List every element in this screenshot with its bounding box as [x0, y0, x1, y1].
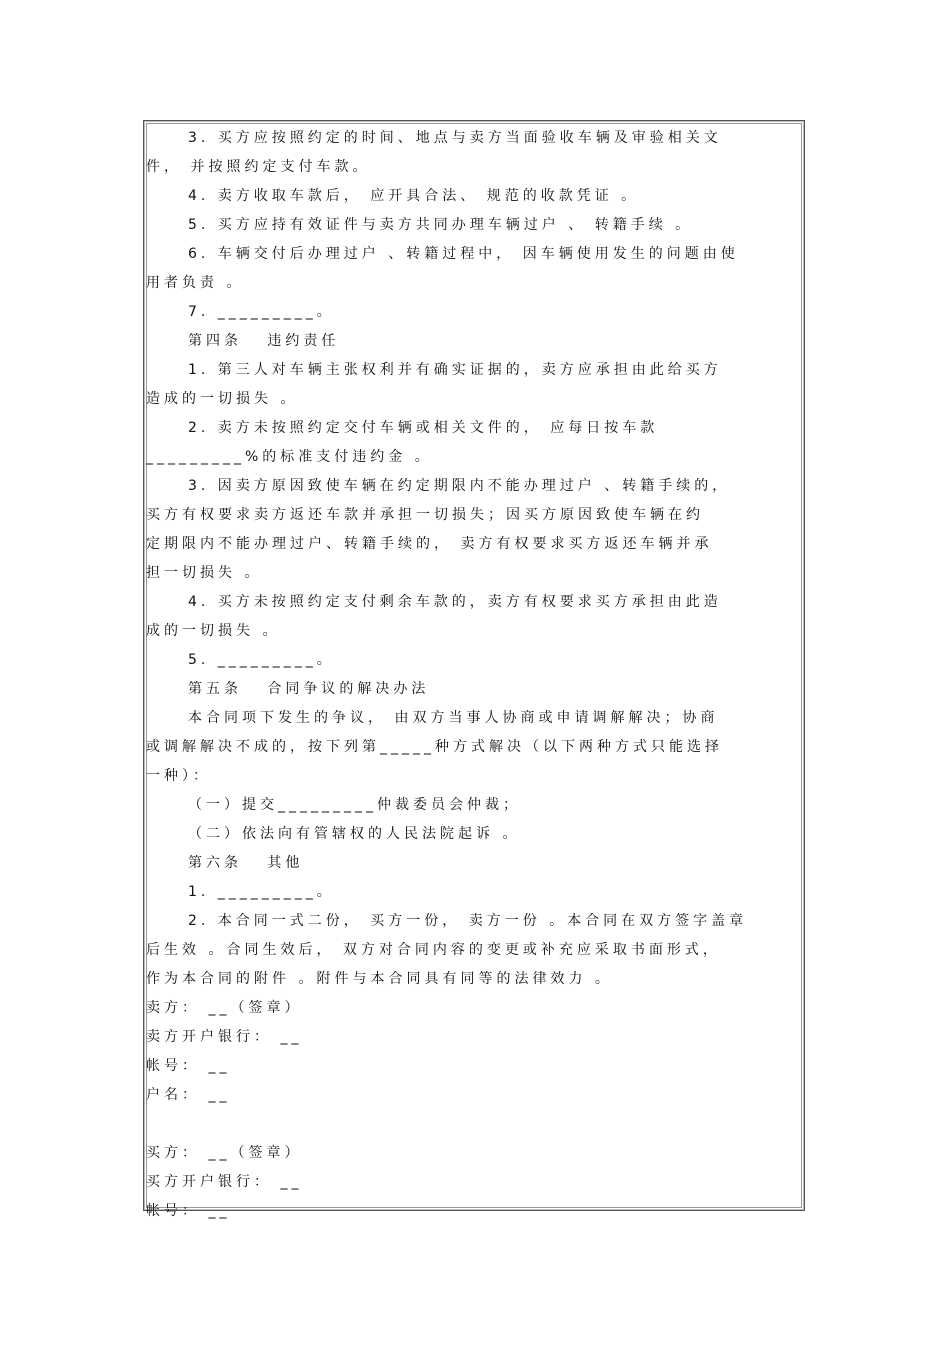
text-line: 用者负责 。 — [146, 275, 245, 291]
blank-line — [146, 1110, 802, 1139]
text-line: 帐号： __ — [146, 1203, 231, 1219]
text-line: 买方： __（签章） — [146, 1145, 303, 1161]
text-line: 成的一切损失 。 — [146, 623, 281, 639]
text-line: 2. 本合同一式二份， 买方一份， 卖方一份 。本合同在双方签字盖章 — [188, 913, 748, 929]
text-line: 本合同项下发生的争议， 由双方当事人协商或申请调解解决；协商 — [188, 710, 719, 726]
text-line: 担一切损失 。 — [146, 565, 263, 581]
text-line: 1. _________。 — [188, 884, 335, 900]
text-line: 3. 买方应按照约定的时间、地点与卖方当面验收车辆及审验相关文 — [188, 130, 722, 146]
contract-text — [146, 124, 802, 1226]
text-line: 帐号： __ — [146, 1058, 231, 1074]
text-line: 造成的一切损失 。 — [146, 391, 299, 407]
text-line: 2. 卖方未按照约定交付车辆或相关文件的， 应每日按车款 — [188, 420, 659, 436]
text-line: 作为本合同的附件 。附件与本合同具有同等的法律效力 。 — [146, 971, 613, 987]
text-line: 4. 卖方收取车款后， 应开具合法、 规范的收款凭证 。 — [188, 188, 640, 204]
text-line: （一）提交_________仲裁委员会仲裁； — [188, 797, 521, 813]
text-line: 5. 买方应持有效证件与卖方共同办理车辆过户 、 转籍手续 。 — [188, 217, 694, 233]
text-line: 7. _________。 — [188, 304, 335, 320]
text-line: 一种）： — [146, 768, 211, 784]
text-line: 或调解解决不成的，按下列第_____种方式解决（以下两种方式只能选择 — [146, 739, 723, 755]
text-line: 第五条 合同争议的解决办法 — [188, 681, 430, 697]
text-line: 卖方： __（签章） — [146, 1000, 303, 1016]
text-line: 后生效 。合同生效后， 双方对合同内容的变更或补充应采取书面形式， — [146, 942, 721, 958]
text-line: 定期限内不能办理过户、转籍手续的， 卖方有权要求买方返还车辆并承 — [146, 536, 713, 552]
text-line: 买方有权要求卖方返还车款并承担一切损失；因买方原因致使车辆在约 — [146, 507, 704, 523]
text-line: 5. _________。 — [188, 652, 335, 668]
text-line: 3. 因卖方原因致使车辆在约定期限内不能办理过户 、转籍手续的， — [188, 478, 731, 494]
text-line: 卖方开户银行： __ — [146, 1029, 303, 1045]
text-line: 第四条 违约责任 — [188, 333, 340, 349]
text-line: 第六条 其他 — [188, 855, 304, 871]
text-line: 1. 第三人对车辆主张权利并有确实证据的，卖方应承担由此给买方 — [188, 362, 722, 378]
text-line: 6. 车辆交付后办理过户 、转籍过程中， 因车辆使用发生的问题由使 — [188, 246, 739, 262]
text-line: 户名： __ — [146, 1087, 231, 1103]
text-line: _________%的标准支付违约金 。 — [146, 449, 433, 465]
text-line: 件， 并按照约定支付车款。 — [146, 159, 371, 175]
text-line: （二）依法向有管辖权的人民法院起诉 。 — [188, 826, 521, 842]
text-line: 4. 买方未按照约定支付剩余车款的，卖方有权要求买方承担由此造 — [188, 594, 722, 610]
text-line: 买方开户银行： __ — [146, 1174, 303, 1190]
